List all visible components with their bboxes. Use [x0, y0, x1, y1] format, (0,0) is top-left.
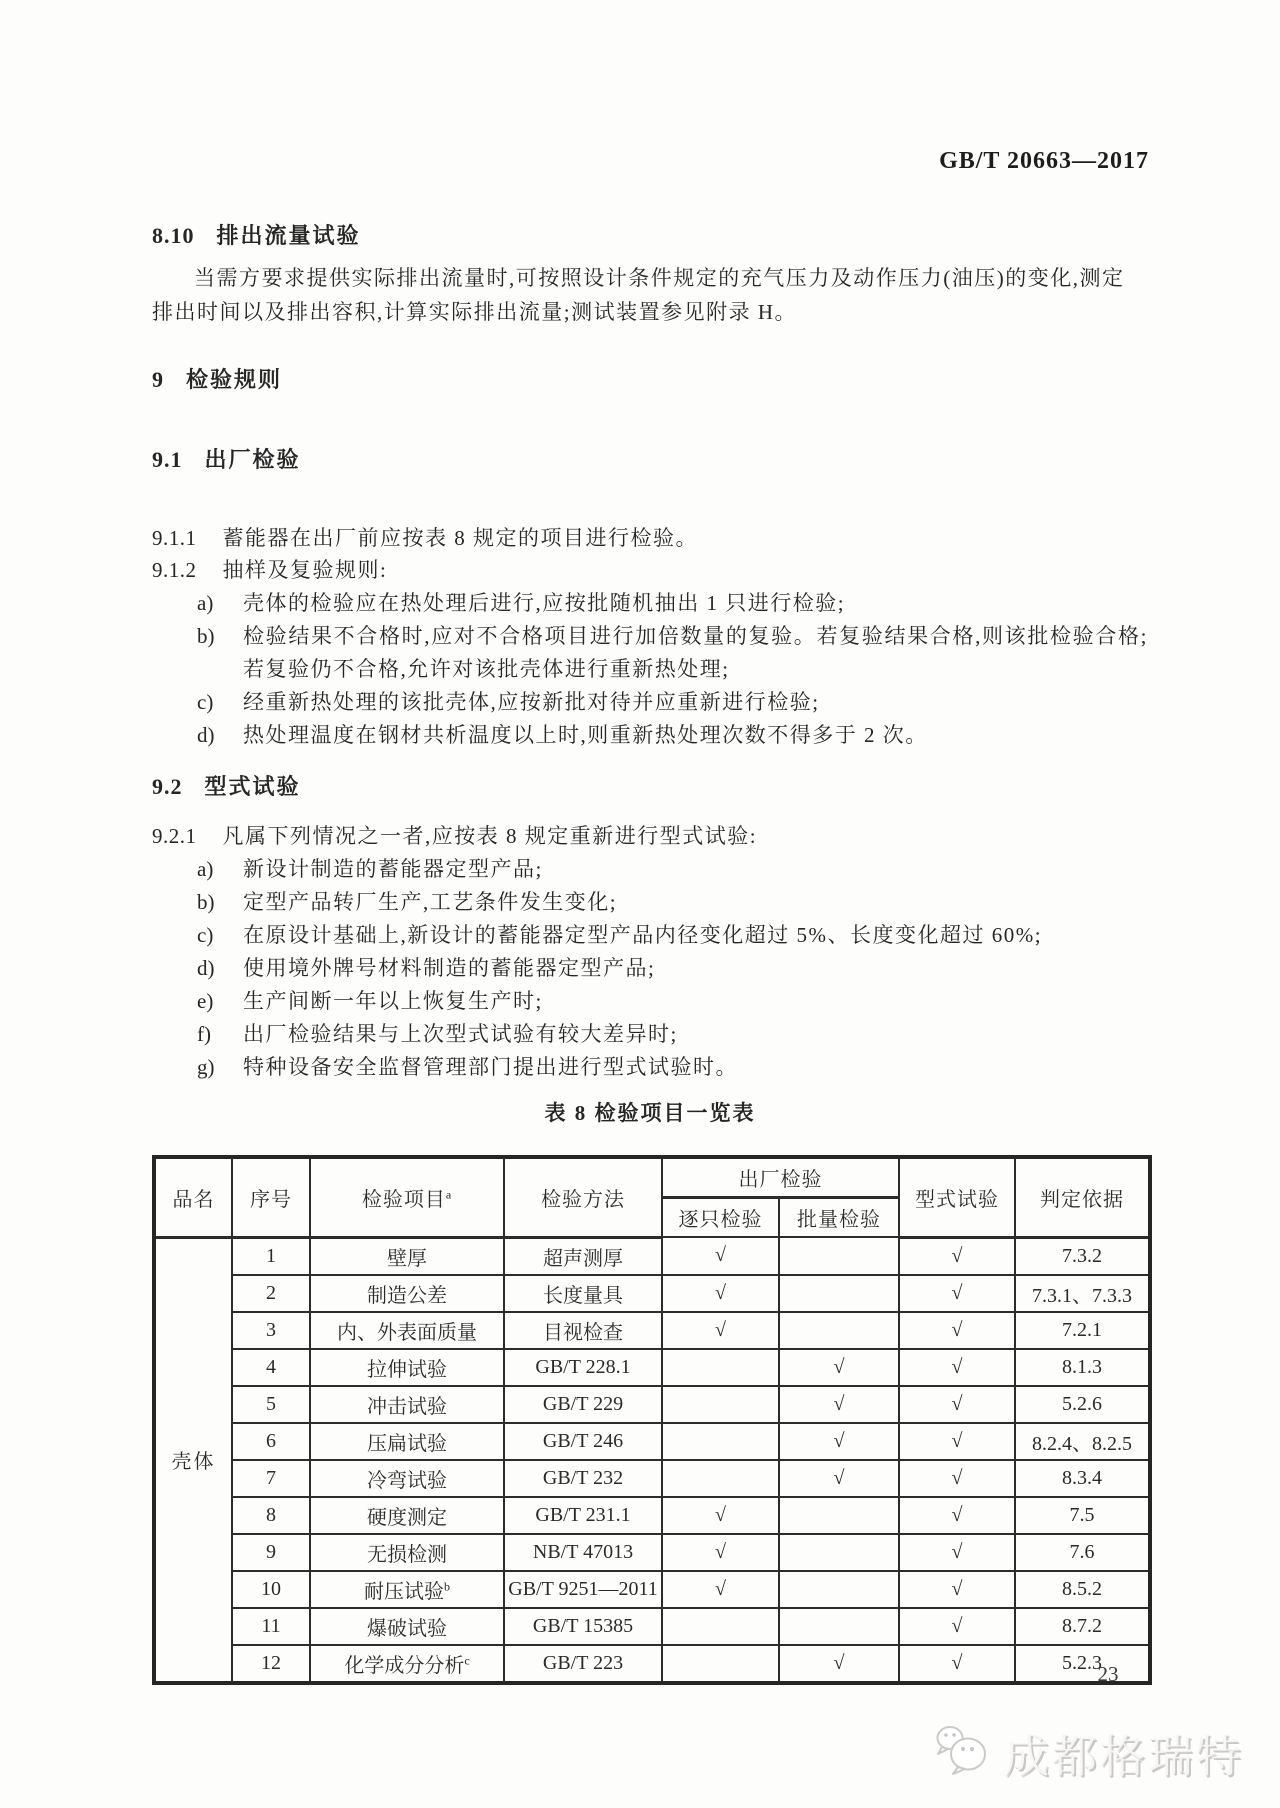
cell-check-each	[662, 1645, 779, 1683]
row-group-label: 壳体	[154, 1237, 232, 1683]
cell-check-type: √	[899, 1349, 1015, 1386]
cell-basis: 5.2.6	[1015, 1386, 1150, 1423]
cell-item: 制造公差	[310, 1275, 504, 1312]
cell-no: 9	[232, 1534, 310, 1571]
cell-no: 12	[232, 1645, 310, 1683]
list-item-text: 特种设备安全监督管理部门提出进行型式试验时。	[243, 1055, 738, 1079]
col-header-batch: 批量检验	[779, 1198, 899, 1238]
list-item	[152, 853, 1148, 886]
table-title: 表 8 检验项目一览表	[544, 1101, 756, 1125]
section-title: 型式试验	[204, 774, 301, 799]
table-header	[154, 1157, 1150, 1237]
cell-check-batch	[779, 1237, 899, 1275]
cell-item: 壁厚	[310, 1237, 504, 1275]
cell-basis: 7.5	[1015, 1497, 1150, 1534]
cell-item: 爆破试验	[310, 1608, 504, 1645]
cell-check-batch: √	[779, 1423, 899, 1460]
cell-basis: 8.2.4、8.2.5	[1015, 1423, 1150, 1460]
table-row	[154, 1312, 1150, 1349]
list-item-marker: e)	[197, 989, 214, 1013]
footnote-mark: b	[444, 1578, 450, 1593]
inspection-table	[152, 1155, 1152, 1685]
table-row	[154, 1608, 1150, 1645]
page-number: 23	[1097, 1662, 1119, 1686]
cell-check-each: √	[662, 1275, 779, 1312]
list-item-marker: b)	[197, 624, 215, 648]
cell-check-batch	[779, 1571, 899, 1608]
doc-code: GB/T 20663—2017	[939, 148, 1149, 174]
table-row	[154, 1237, 1150, 1275]
cell-check-batch	[779, 1312, 899, 1349]
cell-no: 3	[232, 1312, 310, 1349]
list-item-text: 检验结果不合格时,应对不合格项目进行加倍数量的复验。若复验结果合格,则该批检验合格;若复验仍不合格,允许对该批壳体进行重新热处理;	[243, 624, 1148, 681]
cell-no: 1	[232, 1237, 310, 1275]
list-item	[152, 919, 1148, 952]
list-item-text: 出厂检验结果与上次型式试验有较大差异时;	[243, 1022, 678, 1046]
list-item-marker: f)	[197, 1022, 211, 1046]
clause-9-2-1	[152, 820, 1148, 850]
cell-check-each	[662, 1349, 779, 1386]
cell-no: 11	[232, 1608, 310, 1645]
table-row	[154, 1386, 1150, 1423]
cell-item: 硬度测定	[310, 1497, 504, 1534]
cell-item: 化学成分分析$^c$	[310, 1645, 504, 1683]
cell-check-each	[662, 1423, 779, 1460]
list-item-text: 生产间断一年以上恢复生产时;	[243, 989, 543, 1013]
table-body	[154, 1237, 1150, 1683]
section-heading-9	[152, 363, 1148, 394]
footnote-mark: c	[464, 1652, 470, 1667]
cell-item: 冷弯试验	[310, 1460, 504, 1497]
cell-basis: 7.2.1	[1015, 1312, 1150, 1349]
table-row	[154, 1275, 1150, 1312]
cell-no: 5	[232, 1386, 310, 1423]
cell-check-batch	[779, 1534, 899, 1571]
col-header-method: 检验方法	[504, 1157, 662, 1237]
cell-item: 内、外表面质量	[310, 1312, 504, 1349]
clause-9-1-2	[152, 554, 1148, 584]
list-item-text: 热处理温度在钢材共析温度以上时,则重新热处理次数不得多于 2 次。	[243, 723, 928, 747]
cell-basis: 7.3.1、7.3.3	[1015, 1275, 1150, 1312]
table-row	[154, 1497, 1150, 1534]
cell-item: 耐压试验$^b$	[310, 1571, 504, 1608]
list-item	[152, 1051, 1148, 1084]
list-item	[152, 985, 1148, 1018]
list-item-marker: b)	[197, 890, 215, 914]
table-row	[154, 1460, 1150, 1497]
cell-check-each	[662, 1386, 779, 1423]
cell-method: GB/T 232	[504, 1460, 662, 1497]
cell-check-type: √	[899, 1423, 1015, 1460]
clause-text: 蓄能器在出厂前应按表 8 规定的项目进行检验。	[222, 526, 698, 550]
list-item-text: 使用境外牌号材料制造的蓄能器定型产品;	[243, 956, 656, 980]
watermark	[934, 1720, 1244, 1785]
cell-basis: 8.7.2	[1015, 1608, 1150, 1645]
cell-item: 压扁试验	[310, 1423, 504, 1460]
col-header-no: 序号	[232, 1157, 310, 1237]
table-row	[154, 1571, 1150, 1608]
cell-check-each: √	[662, 1497, 779, 1534]
section-title: 排出流量试验	[216, 223, 361, 248]
cell-check-each	[662, 1608, 779, 1645]
cell-method: 超声测厚	[504, 1237, 662, 1275]
col-header-product: 品名	[154, 1157, 232, 1237]
list-item	[152, 620, 1148, 686]
cell-check-type: √	[899, 1497, 1015, 1534]
cell-no: 2	[232, 1275, 310, 1312]
clause-number: 9.1.2	[152, 558, 197, 582]
cell-check-batch	[779, 1275, 899, 1312]
cell-no: 6	[232, 1423, 310, 1460]
cell-check-batch	[779, 1497, 899, 1534]
section-heading-8-10	[152, 219, 1148, 250]
cell-basis: 7.3.2	[1015, 1237, 1150, 1275]
section-heading-9-1	[152, 443, 1148, 474]
list-item-text: 壳体的检验应在热处理后进行,应按批随机抽出 1 只进行检验;	[243, 591, 846, 615]
cell-check-each: √	[662, 1571, 779, 1608]
cell-check-type: √	[899, 1645, 1015, 1683]
list-item	[152, 1018, 1148, 1051]
cell-item: 冲击试验	[310, 1386, 504, 1423]
col-header-item: 检验项目$^a$	[310, 1157, 504, 1237]
clause-9-1-1	[152, 522, 1148, 552]
cell-method: GB/T 15385	[504, 1608, 662, 1645]
table-row	[154, 1349, 1150, 1386]
list-item	[152, 686, 1148, 719]
col-header-basis: 判定依据	[1015, 1157, 1150, 1237]
list-item-marker: a)	[197, 591, 214, 615]
clause-number: 9.2.1	[152, 824, 197, 848]
cell-check-type: √	[899, 1571, 1015, 1608]
cell-check-type: √	[899, 1608, 1015, 1645]
watermark-text: 成都格瑞特	[1003, 1731, 1244, 1782]
section-number: 8.10	[152, 223, 195, 248]
cell-check-batch: √	[779, 1460, 899, 1497]
paragraph-line: 当需方要求提供实际排出流量时,可按照设计条件规定的充气压力及动作压力(油压)的变化,测定	[194, 266, 1125, 290]
list-item	[152, 719, 1148, 752]
cell-method: GB/T 223	[504, 1645, 662, 1683]
list-item-marker: a)	[197, 857, 214, 881]
col-header-each: 逐只检验	[662, 1198, 779, 1238]
cell-method: 长度量具	[504, 1275, 662, 1312]
cell-no: 7	[232, 1460, 310, 1497]
cell-check-batch: √	[779, 1645, 899, 1683]
cell-basis: 8.3.4	[1015, 1460, 1150, 1497]
list-item-marker: d)	[197, 956, 215, 980]
list-item-marker: g)	[197, 1055, 215, 1079]
list-9-2-1	[152, 853, 1148, 1084]
cell-no: 8	[232, 1497, 310, 1534]
list-item-text: 定型产品转厂生产,工艺条件发生变化;	[243, 890, 618, 914]
section-number: 9	[152, 367, 164, 392]
section-number: 9.2	[152, 774, 183, 799]
col-header-type-test: 型式试验	[899, 1157, 1015, 1237]
list-item-text: 经重新热处理的该批壳体,应按新批对待并应重新进行检验;	[243, 690, 820, 714]
paragraph-line: 排出时间以及排出容积,计算实际排出流量;测试装置参见附录 H。	[152, 300, 797, 324]
cell-check-type: √	[899, 1386, 1015, 1423]
list-item	[152, 952, 1148, 985]
col-header-factory-group: 出厂检验	[662, 1157, 899, 1198]
cell-check-type: √	[899, 1460, 1015, 1497]
cell-check-type: √	[899, 1534, 1015, 1571]
clause-number: 9.1.1	[152, 526, 197, 550]
clause-text: 抽样及复验规则:	[222, 558, 388, 582]
table-row	[154, 1645, 1150, 1683]
cell-method: GB/T 9251—2011	[504, 1571, 662, 1608]
list-item	[152, 587, 1148, 620]
wechat-icon	[934, 1723, 992, 1782]
cell-method: GB/T 246	[504, 1423, 662, 1460]
footnote-mark-a: a	[445, 1187, 453, 1202]
list-item-marker: c)	[197, 690, 214, 714]
list-item-marker: c)	[197, 923, 214, 947]
cell-item: 拉伸试验	[310, 1349, 504, 1386]
cell-check-each: √	[662, 1237, 779, 1275]
section-number: 9.1	[152, 447, 183, 472]
cell-no: 4	[232, 1349, 310, 1386]
table-row	[154, 1423, 1150, 1460]
cell-method: 目视检查	[504, 1312, 662, 1349]
cell-basis: 5.2.3	[1015, 1645, 1150, 1683]
cell-method: GB/T 229	[504, 1386, 662, 1423]
section-title: 检验规则	[186, 367, 283, 392]
cell-check-type: √	[899, 1237, 1015, 1275]
cell-check-batch: √	[779, 1386, 899, 1423]
cell-check-batch: √	[779, 1349, 899, 1386]
table-row	[154, 1534, 1150, 1571]
section-heading-9-2	[152, 770, 1148, 801]
cell-check-type: √	[899, 1275, 1015, 1312]
clause-text: 凡属下列情况之一者,应按表 8 规定重新进行型式试验:	[222, 824, 758, 848]
cell-check-batch	[779, 1608, 899, 1645]
cell-basis: 8.5.2	[1015, 1571, 1150, 1608]
list-item-text: 在原设计基础上,新设计的蓄能器定型产品内径变化超过 5%、长度变化超过 60%;	[243, 923, 1043, 947]
cell-check-each: √	[662, 1312, 779, 1349]
cell-method: NB/T 47013	[504, 1534, 662, 1571]
cell-no: 10	[232, 1571, 310, 1608]
cell-check-each: √	[662, 1534, 779, 1571]
list-item-text: 新设计制造的蓄能器定型产品;	[243, 857, 543, 881]
list-item	[152, 886, 1148, 919]
cell-item: 无损检测	[310, 1534, 504, 1571]
cell-check-type: √	[899, 1312, 1015, 1349]
cell-basis: 7.6	[1015, 1534, 1150, 1571]
cell-check-each	[662, 1460, 779, 1497]
cell-method: GB/T 231.1	[504, 1497, 662, 1534]
cell-method: GB/T 228.1	[504, 1349, 662, 1386]
list-9-1-2	[152, 587, 1148, 752]
list-item-marker: d)	[197, 723, 215, 747]
cell-basis: 8.1.3	[1015, 1349, 1150, 1386]
paragraph-8-10	[152, 261, 1148, 329]
section-title: 出厂检验	[204, 447, 301, 472]
